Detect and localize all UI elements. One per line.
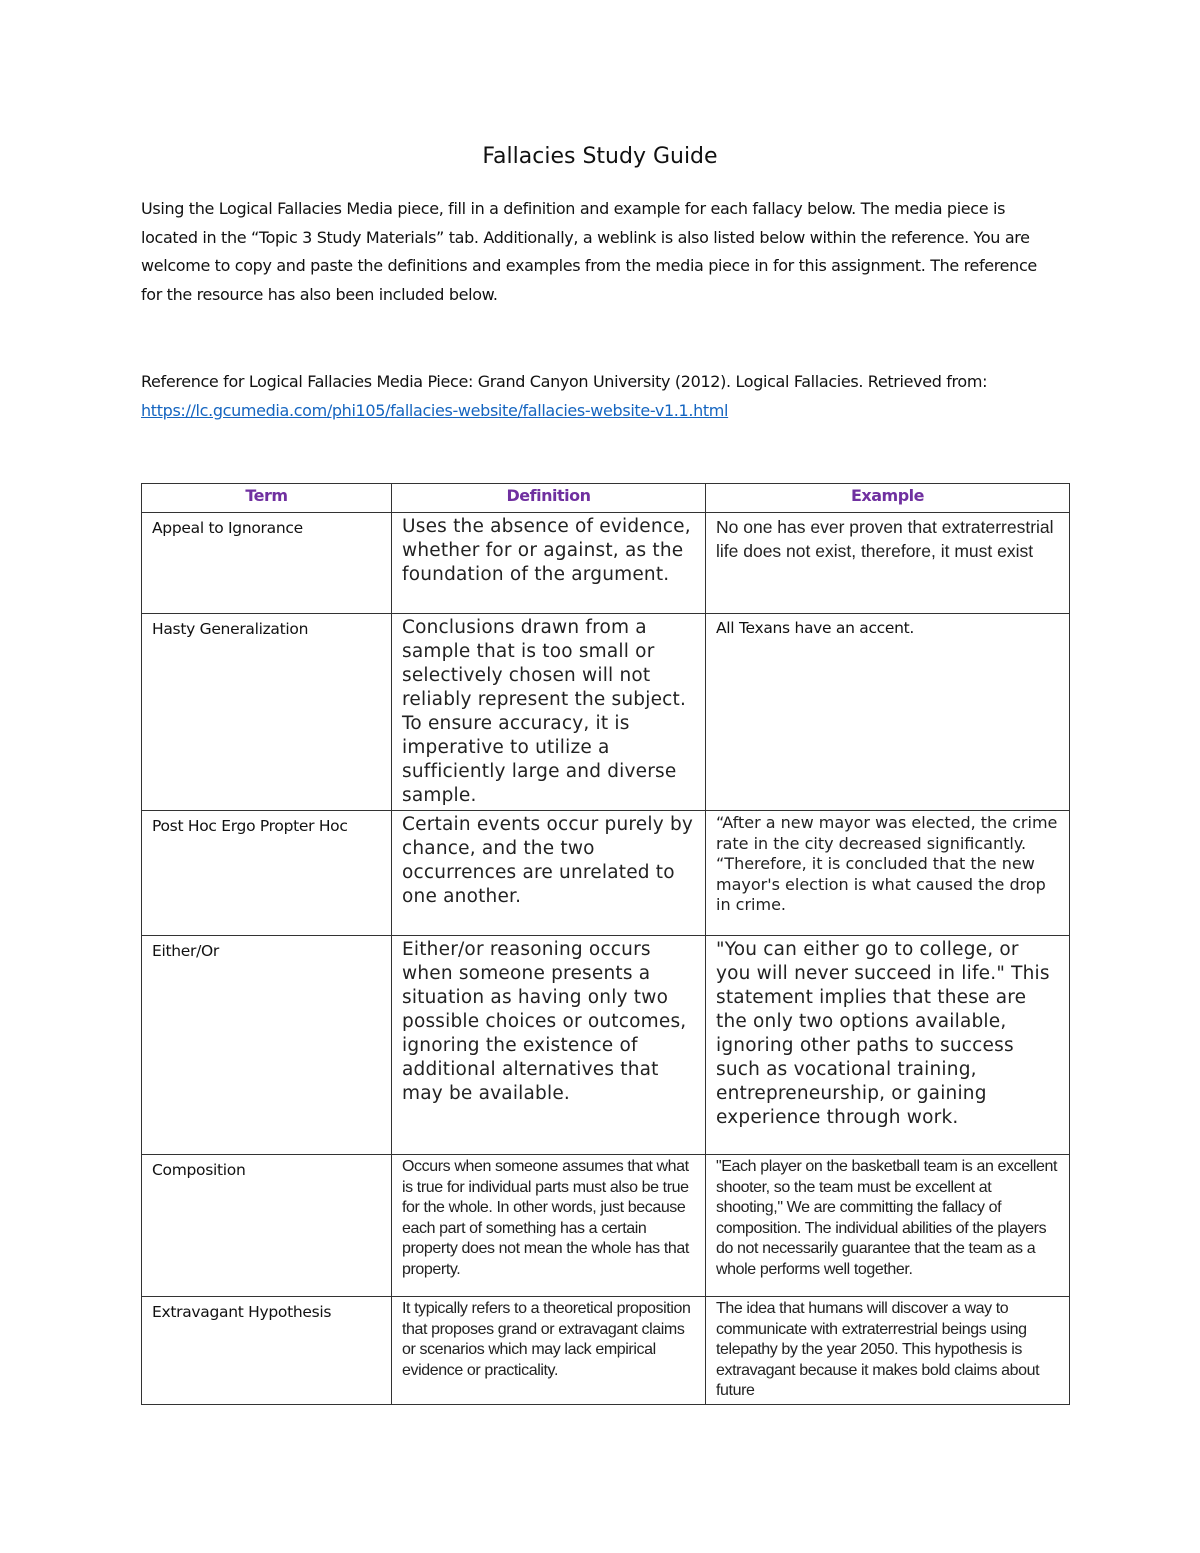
column-header-example: Example [706, 484, 1070, 513]
table-row [142, 936, 1070, 1155]
term-cell: Composition [142, 1155, 392, 1297]
definition-cell: Certain events occur purely by chance, and the two occurrences are unrelated to one another. [392, 811, 706, 936]
term-cell: Post Hoc Ergo Propter Hoc [142, 811, 392, 936]
term-cell: Appeal to Ignorance [142, 513, 392, 614]
table-row [142, 1155, 1070, 1297]
table-row [142, 513, 1070, 614]
term-cell: Either/Or [142, 936, 392, 1155]
example-cell: “After a new mayor was elected, the crime rate in the city decreased significantly. “Therefore, it is concluded that the new mayor's election is what caused the drop in crime. [706, 811, 1070, 936]
instructions-paragraph: Using the Logical Fallacies Media piece, fill in a definition and example for each fallacy below. The media piece is located in the “Topic 3 Study Materials” tab. Additionally, a weblink is also listed below within the reference. You are welcome to copy and paste the definitions and examples from the media piece in for this assignment. The reference for the resource has also been included below. [141, 199, 1037, 304]
definition-cell: It typically refers to a theoretical proposition that proposes grand or extravagant claims or scenarios which may lack empirical evidence or practicality. [392, 1297, 706, 1405]
example-cell: "Each player on the basketball team is an excellent shooter, so the team must be excellent at shooting," We are committing the fallacy of composition. The individual abilities of the players do not necessarily guarantee that the team as a whole performs well together. [706, 1155, 1070, 1297]
table-row [142, 1297, 1070, 1405]
example-cell: No one has ever proven that extraterrestrial life does not exist, therefore, it must exist [706, 513, 1070, 614]
reference-paragraph [141, 368, 1061, 425]
column-header-term: Term [142, 484, 392, 513]
definition-cell: Either/or reasoning occurs when someone presents a situation as having only two possible choices or outcomes, ignoring the existence of additional alternatives that may be available. [392, 936, 706, 1155]
fallacies-table [141, 483, 1070, 1405]
definition-cell: Occurs when someone assumes that what is true for individual parts must also be true for the whole. In other words, just because each part of something has a certain property does not mean the whole has that property. [392, 1155, 706, 1297]
example-cell: "You can either go to college, or you will never succeed in life." This statement implies that these are the only two options available, ignoring other paths to success such as vocational training, entrepreneurship, or gaining experience through work. [706, 936, 1070, 1155]
column-header-definition: Definition [392, 484, 706, 513]
example-cell: The idea that humans will discover a way to communicate with extraterrestrial beings using telepathy by the year 2050. This hypothesis is extravagant because it makes bold claims about future [706, 1297, 1070, 1405]
term-cell: Extravagant Hypothesis [142, 1297, 392, 1405]
table-row [142, 614, 1070, 811]
reference-text: Reference for Logical Fallacies Media Piece: Grand Canyon University (2012). Logical Fallacies. Retrieved from: [141, 372, 988, 391]
definition-cell: Uses the absence of evidence, whether for or against, as the foundation of the argument. [392, 513, 706, 614]
table-header-row [142, 484, 1070, 513]
reference-link[interactable]: https://lc.gcumedia.com/phi105/fallacies-website/fallacies-website-v1.1.html [141, 400, 729, 420]
definition-cell: Conclusions drawn from a sample that is too small or selectively chosen will not reliably represent the subject. To ensure accuracy, it is imperative to utilize a sufficiently large and diverse sample. [392, 614, 706, 811]
table-row [142, 811, 1070, 936]
page-title: Fallacies Study Guide [482, 144, 718, 169]
example-cell: All Texans have an accent. [706, 614, 1070, 811]
term-cell: Hasty Generalization [142, 614, 392, 811]
